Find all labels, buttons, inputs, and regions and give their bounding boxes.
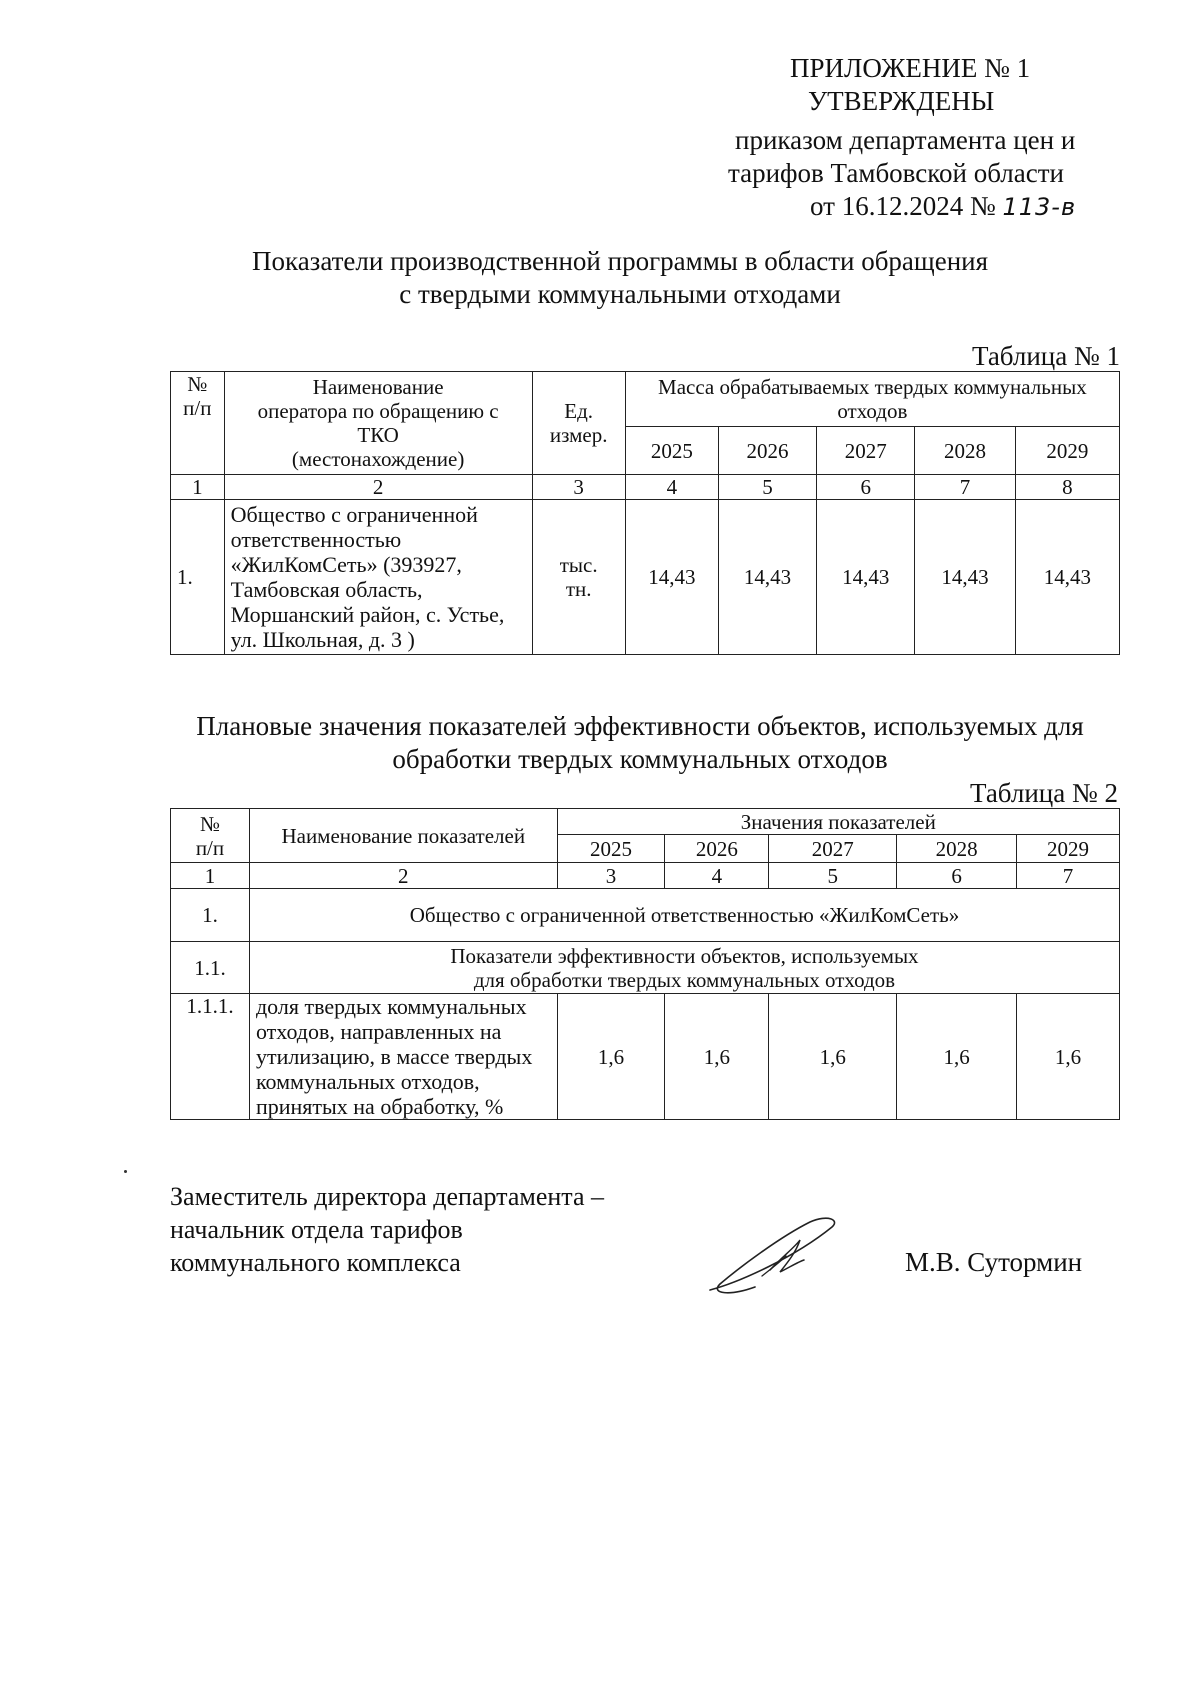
t1-header-num-line2: п/п <box>183 396 212 420</box>
t1-header-unit-line2: измер. <box>549 423 608 447</box>
t2-index-cell: 4 <box>665 863 769 889</box>
t1-row-name <box>224 500 532 655</box>
t1-row-name-line: Общество с ограниченной <box>230 502 478 527</box>
t1-value-2029: 14,43 <box>1015 500 1119 655</box>
t1-year-2026: 2026 <box>718 427 816 475</box>
t1-header-name-line4: (местонахождение) <box>291 447 465 471</box>
t1-index-cell: 8 <box>1015 475 1119 500</box>
section2-title-line1: Плановые значения показателей эффективности объектов, используемых для <box>196 711 1084 741</box>
t1-header-mass <box>625 372 1119 427</box>
t1-index-cell: 6 <box>817 475 915 500</box>
t1-header-name-line2: оператора по обращению с <box>257 399 499 423</box>
t2-year-2027: 2027 <box>769 835 897 863</box>
t1-index-cell: 1 <box>171 475 225 500</box>
t2-row11-text-line2: для обработки твердых коммунальных отходов <box>473 967 896 992</box>
t1-header-unit <box>532 372 625 475</box>
t2-row11-text-line1: Показатели эффективности объектов, используемых <box>450 943 919 968</box>
order-number-handwritten: 113-в <box>1002 193 1077 221</box>
handwritten-signature-icon <box>700 1212 850 1302</box>
t2-value-2027: 1,6 <box>769 994 897 1120</box>
t2-year-2026: 2026 <box>665 835 769 863</box>
t2-row111-num: 1.1.1. <box>171 994 250 1120</box>
t2-row11-text <box>249 942 1119 994</box>
t2-value-2025: 1,6 <box>557 994 665 1120</box>
t1-index-cell: 4 <box>625 475 718 500</box>
t2-index-cell: 5 <box>769 863 897 889</box>
t1-year-2025: 2025 <box>625 427 718 475</box>
t1-data-row <box>171 500 1120 655</box>
table1-label: Таблица № 1 <box>972 341 1120 371</box>
t2-index-cell: 2 <box>249 863 557 889</box>
t2-row111-name-line: коммунальных отходов, <box>255 1069 480 1094</box>
t2-value-2026: 1,6 <box>665 994 769 1120</box>
position-line1: Заместитель директора департамента – <box>170 1182 605 1211</box>
t2-year-2029: 2029 <box>1017 835 1120 863</box>
t1-value-2026: 14,43 <box>718 500 816 655</box>
t1-index-cell: 5 <box>718 475 816 500</box>
t2-header-num-line2: п/п <box>195 835 225 860</box>
signer-name: М.В. Сутормин <box>905 1247 1083 1277</box>
t1-index-cell: 2 <box>224 475 532 500</box>
t2-value-2028: 1,6 <box>897 994 1017 1120</box>
section2-title-line2: обработки твердых коммунальных отходов <box>392 744 888 774</box>
t1-value-2027: 14,43 <box>817 500 915 655</box>
order-line-1: приказом департамента цен и <box>735 125 1076 155</box>
t1-header-name <box>224 372 532 475</box>
t1-row-name-line: ответственностью <box>230 527 402 552</box>
appendix-title: ПРИЛОЖЕНИЕ № 1 <box>790 53 1031 83</box>
t1-row-unit-line1: тыс. <box>559 553 598 577</box>
t2-header-values: Значения показателей <box>557 809 1119 835</box>
scan-speck <box>124 1170 127 1173</box>
t2-row111-name <box>249 994 557 1120</box>
t2-index-cell: 6 <box>897 863 1017 889</box>
t2-row1-text: Общество с ограниченной ответственностью «ЖилКомСеть» <box>249 889 1119 942</box>
t1-year-2027: 2027 <box>817 427 915 475</box>
section1-title-line1: Показатели производственной программы в области обращения <box>251 246 989 276</box>
t1-value-2028: 14,43 <box>915 500 1015 655</box>
t1-value-2025: 14,43 <box>625 500 718 655</box>
table2 <box>170 808 1120 1120</box>
t1-row-name-line: «ЖилКомСеть» (393927, <box>230 552 462 577</box>
position-line3: коммунального комплекса <box>170 1248 461 1277</box>
t1-row-name-line: Тамбовская область, <box>230 577 423 602</box>
t1-header-num <box>171 372 225 475</box>
t2-row-1-1 <box>171 942 1120 994</box>
t1-year-2028: 2028 <box>915 427 1015 475</box>
section1-title-line2: с твердыми коммунальными отходами <box>399 279 841 309</box>
t1-row-num: 1. <box>171 500 225 655</box>
order-date-prefix: от 16.12.2024 № <box>810 191 996 221</box>
t2-header-num <box>171 809 250 863</box>
t2-row-1-1-1 <box>171 994 1120 1120</box>
order-date <box>810 190 1076 224</box>
t2-value-2029: 1,6 <box>1017 994 1120 1120</box>
t2-row111-name-line: отходов, направленных на <box>255 1019 502 1044</box>
t2-row111-name-line: утилизацию, в массе твердых <box>255 1044 533 1069</box>
t1-header-num-line1: № <box>187 372 208 396</box>
approved-label: УТВЕРЖДЕНЫ <box>808 86 995 116</box>
t2-header-num-line1: № <box>199 811 220 836</box>
t2-row111-name-line: доля твердых коммунальных <box>255 994 527 1019</box>
t1-row-name-line: ул. Школьная, д. 3 ) <box>230 627 415 652</box>
t2-row111-name-line: принятых на обработку, % <box>255 1094 504 1119</box>
t2-year-2028: 2028 <box>897 835 1017 863</box>
t1-year-2029: 2029 <box>1015 427 1119 475</box>
t1-header-mass-line1: Масса обрабатываемых твердых коммунальных <box>658 375 1087 399</box>
t1-row-unit-line2: тн. <box>565 577 592 601</box>
t2-index-cell: 1 <box>171 863 250 889</box>
position-line2: начальник отдела тарифов <box>170 1215 463 1244</box>
t1-index-cell: 3 <box>532 475 625 500</box>
table1 <box>170 371 1120 655</box>
t1-header-mass-line2: отходов <box>837 399 908 423</box>
t2-row11-num: 1.1. <box>171 942 250 994</box>
t2-header-name: Наименование показателей <box>249 809 557 863</box>
t1-header-name-line3: ТКО <box>357 423 399 447</box>
t1-row-name-line: Моршанский район, с. Устье, <box>230 602 505 627</box>
t1-row-unit <box>532 500 625 655</box>
signatory-position <box>170 1180 604 1279</box>
t2-row-1 <box>171 889 1120 942</box>
section2-title <box>160 710 1120 776</box>
section1-title <box>170 245 1070 311</box>
table2-label: Таблица № 2 <box>970 778 1118 808</box>
t2-index-cell: 3 <box>557 863 665 889</box>
order-line-2: тарифов Тамбовской области <box>728 158 1064 188</box>
t1-index-cell: 7 <box>915 475 1015 500</box>
t2-row1-num: 1. <box>171 889 250 942</box>
t1-header-unit-line1: Ед. <box>564 399 594 423</box>
t2-year-2025: 2025 <box>557 835 665 863</box>
t2-index-cell: 7 <box>1017 863 1120 889</box>
t1-header-name-line1: Наименование <box>312 375 444 399</box>
